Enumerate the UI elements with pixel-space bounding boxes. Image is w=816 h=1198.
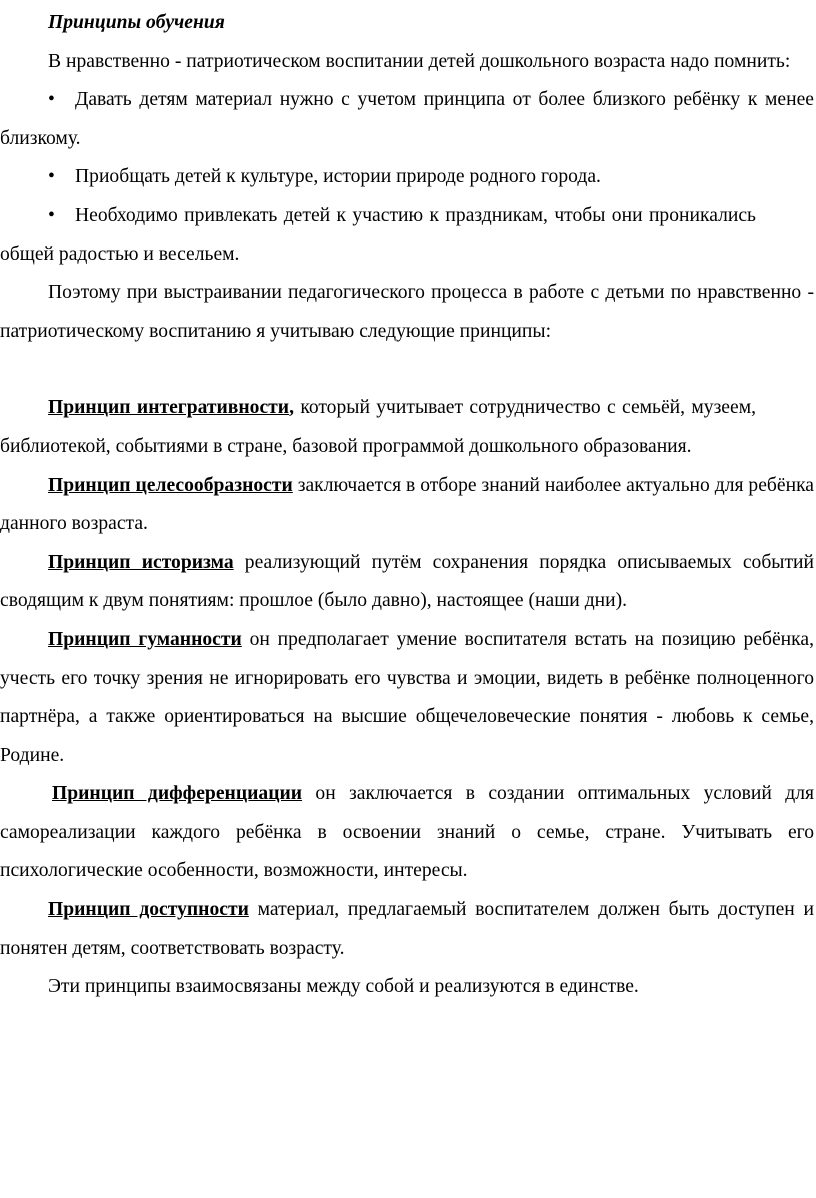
principle-humanity xyxy=(0,621,814,775)
principle-text: материал, предлагаемый воспитателем должен быть доступен и понятен детям, соответствовать возрасту. xyxy=(0,899,814,959)
principle-term: Принцип доступности xyxy=(48,899,249,921)
bullet-item-2 xyxy=(0,158,814,197)
bullet-icon: • xyxy=(48,166,55,188)
bullet-item-3 xyxy=(0,197,756,274)
principle-text: он предполагает умение воспитателя встать на позицию ребёнка, учесть его точку зрения не игнорировать его чувства и эмоции, видеть в ребёнке полноценного партнёра, а также ориентироваться на высшие общечеловеческие понятия - любовь к семье, Родине. xyxy=(0,628,814,766)
blank-line xyxy=(0,351,816,389)
principle-integrativity xyxy=(0,389,756,466)
bullet-text-2: Приобщать детей к культуре, истории природе родного города. xyxy=(75,166,601,188)
principle-accessibility xyxy=(0,891,814,968)
conclusion-paragraph: Эти принципы взаимосвязаны между собой и реализуются в единстве. xyxy=(48,976,639,998)
principle-text: заключается в отборе знаний наиболее актуально для ребёнка данного возраста. xyxy=(0,474,815,535)
principle-term: Принцип целесообразности xyxy=(48,474,293,496)
principle-term: Принцип дифференциации xyxy=(52,783,303,805)
principle-text: который учитывает сотрудничество с семьёй, музеем, библиотекой, событиями в стране, базовой программой дошкольного образования. xyxy=(0,397,756,457)
principle-expediency xyxy=(0,467,814,544)
bullet-text-3: Необходимо привлекать детей к участию к праздникам, чтобы они проникались общей радостью и весельем. xyxy=(0,204,756,265)
lead-paragraph: Поэтому при выстраивании педагогического процесса в работе с детьми по нравственно - патриотическому воспитанию я учитываю следующие принципы: xyxy=(0,282,814,342)
bullet-item-1 xyxy=(0,81,814,158)
principle-term: Принцип интегративности xyxy=(48,397,290,419)
principle-term: Принцип гуманности xyxy=(48,628,242,650)
intro-paragraph: В нравственно - патриотическом воспитании детей дошкольного возраста надо помнить: xyxy=(48,50,791,72)
principle-text: реализующий путём сохранения порядка описываемых событий сводящим к двум понятиям: прошлое (было давно), настоящее (наши дни). xyxy=(0,551,814,612)
bullet-text-1: Давать детям материал нужно с учетом принципа от более близкого ребёнку к менее близкому. xyxy=(0,89,814,149)
bullet-icon: • xyxy=(48,89,55,111)
principle-historicism xyxy=(0,544,814,621)
principle-text: он заключается в создании оптимальных условий для самореализации каждого ребёнка в освоении знаний о семье, стране. Учитывать его психологические особенности, возможности, интересы. xyxy=(0,783,814,882)
principle-term-suffix: , xyxy=(289,397,294,419)
principle-differentiation xyxy=(0,775,814,891)
principle-term: Принцип историзма xyxy=(48,551,234,573)
bullet-icon: • xyxy=(48,204,55,226)
document-title: Принципы обучения xyxy=(48,12,225,33)
